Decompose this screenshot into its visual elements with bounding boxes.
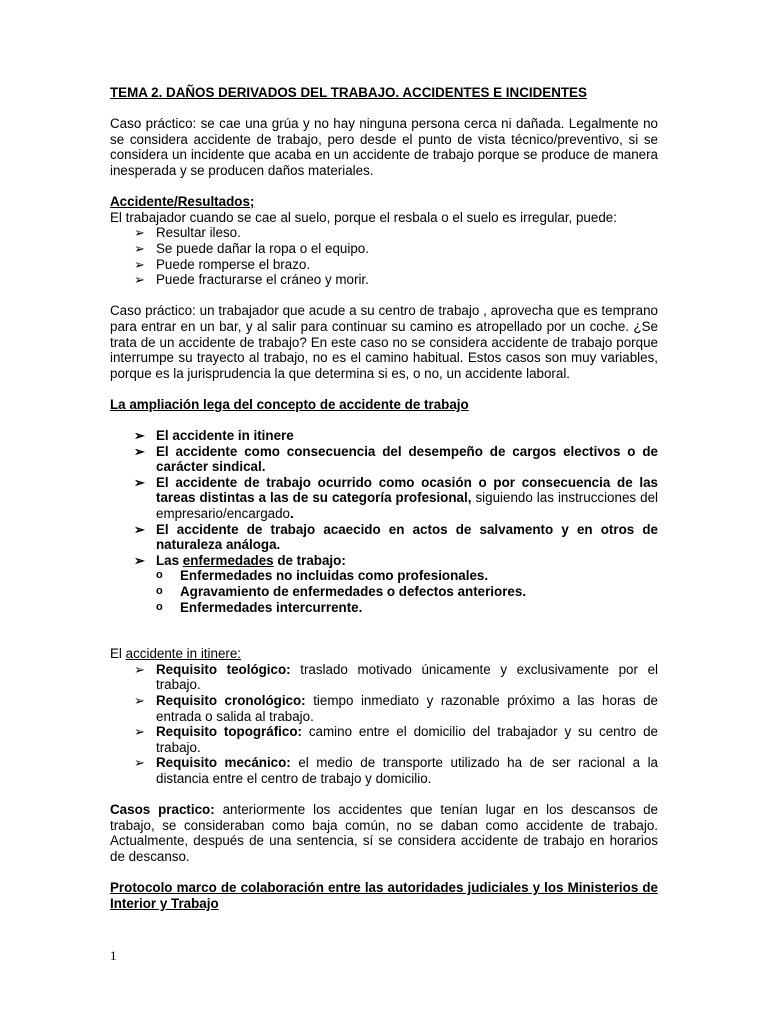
list-item: ➢ Resultar ileso. (134, 225, 241, 241)
list-item: ➢ El accidente de trabajo ocurrido como ocasión o por consecuencia de las tareas distintas a las de su categoría profesional, siguiendo las instrucciones del empresario/encargado. (134, 474, 658, 522)
list-fall-results (110, 225, 658, 287)
circle-bullet-icon: o (156, 600, 163, 613)
arrow-bullet-icon: ➢ (134, 256, 145, 272)
page-number: 1 (110, 948, 117, 963)
arrow-bullet-icon: ➢ (134, 443, 145, 459)
arrow-bullet-icon: ➢ (134, 225, 145, 241)
list-item: ➢ El accidente in itinere (134, 428, 294, 444)
list-item: ➢ Puede fracturarse el cráneo y morir. (134, 272, 369, 288)
list-ampliacion (110, 428, 658, 568)
arrow-bullet-icon: ➢ (134, 272, 145, 288)
heading-ampliacion: La ampliación lega del concepto de accidente de trabajo (110, 396, 469, 412)
circle-bullet-icon: o (156, 585, 163, 597)
paragraph-case-2: Caso práctico: un trabajador que acude a su centro de trabajo , aprovecha que es temprano para entrar en un bar, y al salir para continuar su camino es atropellado por un coche. ¿Se trata de un accidente de trabajo? En este caso no se considera accidente de trabajo porque interrumpe su trayecto al trabajo, no es el camino habitual. Estos casos son muy variables, porque es la jurisprudencia la que determina si es, o no, un accidente laboral. (110, 303, 658, 381)
list-item: ➢ Requisito teológico: traslado motivado únicamente y exclusivamente por el trabajo. (134, 661, 658, 693)
list-item: ➢ El accidente como consecuencia del desempeño de cargos electivos o de carácter sindical. (134, 443, 658, 475)
heading-accidente-resultados: Accidente/Resultados; (110, 194, 255, 210)
document-title: TEMA 2. DAÑOS DERIVADOS DEL TRABAJO. ACCIDENTES E INCIDENTES (110, 85, 587, 100)
arrow-bullet-icon: ➢ (134, 428, 145, 444)
heading-protocolo: Protocolo marco de colaboración entre las autoridades judiciales y los Ministerios de Interior y Trabajo (110, 880, 658, 911)
arrow-bullet-icon: ➢ (134, 474, 145, 490)
list-item: o Enfermedades no incluidas como profesionales. (156, 568, 489, 584)
paragraph-case-1: Caso práctico: se cae una grúa y no hay ninguna persona cerca ni dañada. Legalmente no se considera accidente de trabajo, pero desde el punto de vista técnico/preventivo, si se considera un incidente que acaba en un accidente de trabajo porque se produce de manera inesperada y se producen daños materiales. (110, 116, 658, 178)
list-item: ➢ El accidente de trabajo acaecido en actos de salvamento y en otros de naturaleza análoga. (134, 521, 658, 553)
arrow-bullet-icon: ➢ (134, 692, 145, 708)
list-item: ➢ Las enfermedades de trabajo: (134, 552, 346, 568)
list-item: ➢ Requisito mecánico: el medio de transporte utilizado ha de ser racional a la distancia entre el centro de trabajo y domicilio. (134, 755, 658, 786)
list-item: ➢ Puede romperse el brazo. (134, 256, 311, 272)
circle-bullet-icon: o (156, 569, 163, 582)
arrow-bullet-icon: ➢ (134, 755, 145, 771)
list-item: o Agravamiento de enfermedades o defectos anteriores. (156, 584, 527, 599)
list-item: ➢ Requisito topográfico: camino entre el domicilio del trabajador y su centro de trabajo. (134, 724, 658, 755)
arrow-bullet-icon: ➢ (134, 240, 145, 256)
list-item: o Enfermedades intercurrente. (156, 599, 363, 615)
list-item: ➢ Se puede dañar la ropa o el equipo. (134, 240, 369, 256)
arrow-bullet-icon: ➢ (134, 724, 145, 740)
paragraph-intro-fall: El trabajador cuando se cae al suelo, porque el resbala o el suelo es irregular, puede: (110, 209, 617, 225)
list-item: ➢ Requisito cronológico: tiempo inmediato y razonable próximo a las horas de entrada o salida al trabajo. (134, 692, 659, 724)
arrow-bullet-icon: ➢ (134, 552, 145, 568)
arrow-bullet-icon: ➢ (134, 521, 145, 537)
paragraph-casos-practico: Casos practico: anteriormente los accidentes que tenían lugar en los descansos de trabajo, se consideraban como baja común, no se daban como accidente de trabajo. Actualmente, después de una sentencia, sí se considera accidente de trabajo en horarios de descanso. (110, 802, 658, 864)
arrow-bullet-icon: ➢ (134, 661, 145, 677)
heading-itinere: El accidente in itinere: (110, 646, 242, 662)
list-requisitos (110, 662, 658, 787)
list-enfermedades (110, 568, 658, 615)
document-page (110, 85, 658, 911)
